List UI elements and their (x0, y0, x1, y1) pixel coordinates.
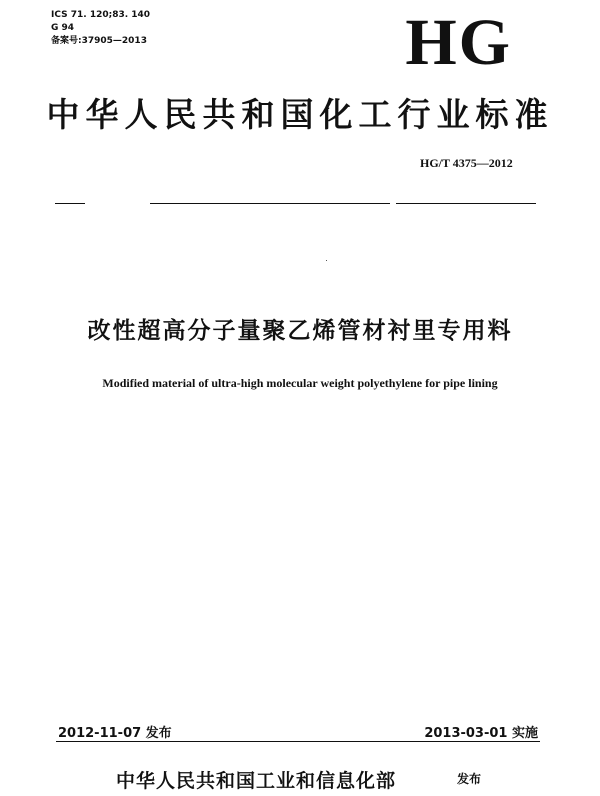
organization-title: 中华人民共和国化工行业标准 (46, 95, 554, 134)
issue-date: 2012-11-07 发布 (58, 726, 172, 741)
implementation-date: 2013-03-01 实施 (424, 726, 538, 741)
standard-number: HG/T 4375—2012 (420, 156, 513, 170)
footer-divider (56, 741, 540, 742)
scan-speck (326, 260, 327, 261)
publisher-suffix: 发布 (457, 772, 482, 786)
ccs-code: G 94 (51, 23, 75, 33)
header-divider-right (396, 203, 536, 204)
header-divider-left (55, 203, 85, 204)
hg-logo: HG (405, 6, 512, 79)
ics-code: ICS 71. 120;83. 140 (51, 10, 151, 20)
header-divider-middle (150, 203, 390, 204)
document-title-chinese: 改性超高分子量聚乙烯管材衬里专用料 (87, 318, 513, 344)
publisher-name: 中华人民共和国工业和信息化部 (116, 770, 397, 792)
filing-number: 备案号:37905—2013 (51, 36, 147, 46)
document-title-english: Modified material of ultra-high molecular weight polyethylene for pipe lining (102, 376, 498, 390)
